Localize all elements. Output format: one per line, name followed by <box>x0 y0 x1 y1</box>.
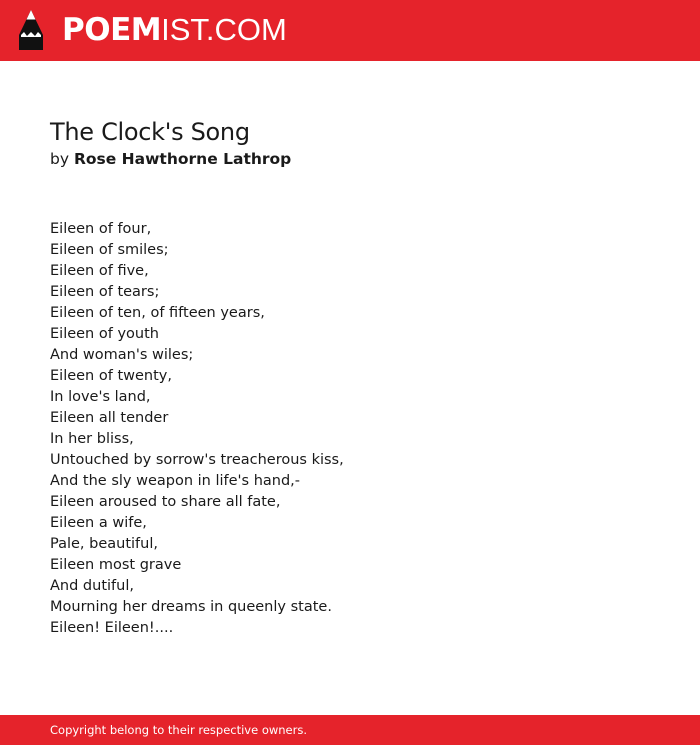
poem-line: In her bliss, <box>50 431 134 447</box>
poem-title: The Clock's Song <box>50 118 250 146</box>
site-header <box>0 0 700 61</box>
poem-line: Untouched by sorrow's treacherous kiss, <box>50 452 344 468</box>
poem-line: Pale, beautiful, <box>50 536 158 552</box>
poem-line: Eileen of youth <box>50 326 159 342</box>
by-label: by <box>50 150 70 168</box>
poem-line: And woman's wiles; <box>50 347 194 363</box>
footer-copyright: Copyright belong to their respective owners. <box>50 723 308 737</box>
brand-light-text: IST.COM <box>161 12 287 47</box>
pencil-tip-icon[interactable] <box>17 9 45 51</box>
poem-line: Eileen of smiles; <box>50 242 169 258</box>
site-logo-text[interactable] <box>62 12 287 48</box>
poem-line: In love's land, <box>50 389 151 405</box>
poem-line: Eileen of four, <box>50 221 152 237</box>
poem-line: Eileen of twenty, <box>50 368 172 384</box>
poem-line: Eileen a wife, <box>50 515 147 531</box>
poem-author: Rose Hawthorne Lathrop <box>73 150 292 168</box>
brand-bold-text: POEM <box>62 12 162 48</box>
poem-body <box>50 219 344 639</box>
poem-line: And the sly weapon in life's hand,- <box>50 473 301 489</box>
poem-line: Eileen of five, <box>50 263 149 279</box>
poem-line: And dutiful, <box>50 578 134 594</box>
site-footer <box>0 715 700 745</box>
poem-line: Eileen all tender <box>50 410 169 426</box>
poem-line: Eileen! Eileen!.... <box>50 620 174 636</box>
poem-line: Eileen aroused to share all fate, <box>50 494 281 510</box>
poem-line: Eileen of ten, of fifteen years, <box>50 305 265 321</box>
poem-line: Eileen most grave <box>50 557 182 573</box>
poem-byline <box>50 148 291 170</box>
poem-line: Mourning her dreams in queenly state. <box>50 599 332 615</box>
poem-line: Eileen of tears; <box>50 284 160 300</box>
